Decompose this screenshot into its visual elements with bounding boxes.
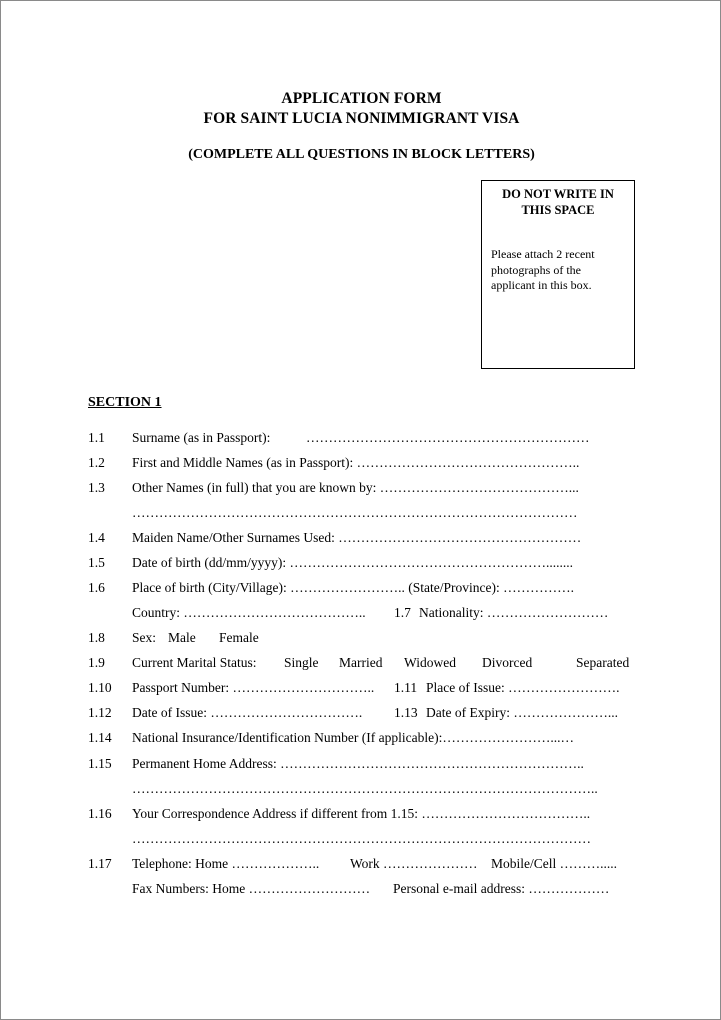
photo-note-line1: Please attach 2 recent — [491, 247, 595, 261]
question-number: 1.12 — [88, 705, 112, 720]
marital-option-married[interactable]: Married — [339, 655, 383, 670]
question-number: 1.8 — [88, 630, 105, 645]
marital-option-single[interactable]: Single — [284, 655, 319, 670]
photo-box-note — [491, 247, 625, 294]
fax-home-field[interactable]: Fax Numbers: Home ……………………… — [132, 881, 371, 896]
personal-email-field[interactable]: Personal e-mail address: ……………… — [393, 881, 610, 896]
photo-note-line2: photographs of the — [491, 262, 581, 277]
date-of-birth-field[interactable]: Date of birth (dd/mm/yyyy): …………………………………………………........ — [132, 555, 573, 570]
other-names-field-line2[interactable]: ……………………………………………………………………………………… — [132, 505, 578, 520]
question-number: 1.2 — [88, 455, 105, 470]
question-number-1-7: 1.7 — [394, 605, 411, 620]
place-of-issue-field[interactable]: Place of Issue: ……………………. — [426, 680, 620, 695]
question-number: 1.14 — [88, 730, 112, 745]
first-middle-names-field[interactable]: First and Middle Names (as in Passport): ………………………………………….. — [132, 455, 580, 470]
photo-box-heading-line2: THIS SPACE — [521, 203, 595, 217]
form-instruction: (COMPLETE ALL QUESTIONS IN BLOCK LETTERS) — [188, 147, 535, 162]
question-number: 1.4 — [88, 530, 105, 545]
question-number: 1.9 — [88, 655, 105, 670]
national-insurance-field[interactable]: National Insurance/Identification Number (If applicable):……………………...… — [132, 730, 574, 745]
marital-option-separated[interactable]: Separated — [576, 655, 630, 670]
surname-field[interactable]: ……………………………………………………… — [306, 430, 590, 445]
home-address-field-line2[interactable]: ………………………………………………………………………………………….. — [132, 781, 598, 796]
other-names-field[interactable]: Other Names (in full) that you are known by: ……………………………………... — [132, 480, 579, 495]
sex-option-female[interactable]: Female — [219, 630, 259, 645]
home-address-field[interactable]: Permanent Home Address: ………………………………………………………….. — [132, 756, 584, 771]
question-number: 1.17 — [88, 856, 112, 871]
sex-label: Sex: — [132, 630, 157, 645]
maiden-name-field[interactable]: Maiden Name/Other Surnames Used: ……………………………………………… — [132, 530, 582, 545]
section-1-label: SECTION 1 — [88, 395, 162, 410]
question-number: 1.16 — [88, 806, 112, 821]
question-number: 1.6 — [88, 580, 105, 595]
photo-box-heading-line1: DO NOT WRITE IN — [502, 187, 614, 201]
marital-option-divorced[interactable]: Divorced — [482, 655, 533, 670]
correspondence-address-field-line2[interactable]: ………………………………………………………………………………………… — [132, 831, 591, 846]
form-title-line1: APPLICATION FORM — [281, 90, 442, 107]
marital-option-widowed[interactable]: Widowed — [404, 655, 456, 670]
photo-note-line3: applicant in this box. — [491, 278, 592, 292]
question-number: 1.15 — [88, 756, 112, 771]
country-field[interactable]: Country: ………………………………….. — [132, 605, 366, 620]
correspondence-address-field[interactable]: Your Correspondence Address if different from 1.15: ……………………………….. — [132, 806, 591, 821]
question-number: 1.10 — [88, 680, 112, 695]
photo-box-heading — [482, 186, 634, 218]
date-of-issue-field[interactable]: Date of Issue: ……………………………. — [132, 705, 363, 720]
nationality-field[interactable]: Nationality: ……………………… — [419, 605, 609, 620]
question-number: 1.5 — [88, 555, 105, 570]
passport-number-field[interactable]: Passport Number: ………………………….. — [132, 680, 375, 695]
date-of-expiry-field[interactable]: Date of Expiry: …………………... — [426, 705, 618, 720]
question-number-1-13: 1.13 — [394, 705, 418, 720]
question-number: 1.1 — [88, 430, 105, 445]
telephone-work-field[interactable]: Work ………………… — [350, 856, 478, 871]
sex-option-male[interactable]: Male — [168, 630, 196, 645]
place-of-birth-field[interactable]: Place of birth (City/Village): …………………….. (State/Province): ……………. — [132, 580, 574, 595]
photo-box[interactable] — [481, 180, 635, 369]
question-number: 1.3 — [88, 480, 105, 495]
question-number-1-11: 1.11 — [394, 680, 418, 695]
telephone-home-field[interactable]: Telephone: Home ……………….. — [132, 856, 320, 871]
telephone-mobile-field[interactable]: Mobile/Cell ………..... — [491, 856, 617, 871]
question-label: Surname (as in Passport): — [132, 430, 271, 445]
marital-status-label: Current Marital Status: — [132, 655, 257, 670]
form-title-line2: FOR SAINT LUCIA NONIMMIGRANT VISA — [203, 110, 520, 127]
